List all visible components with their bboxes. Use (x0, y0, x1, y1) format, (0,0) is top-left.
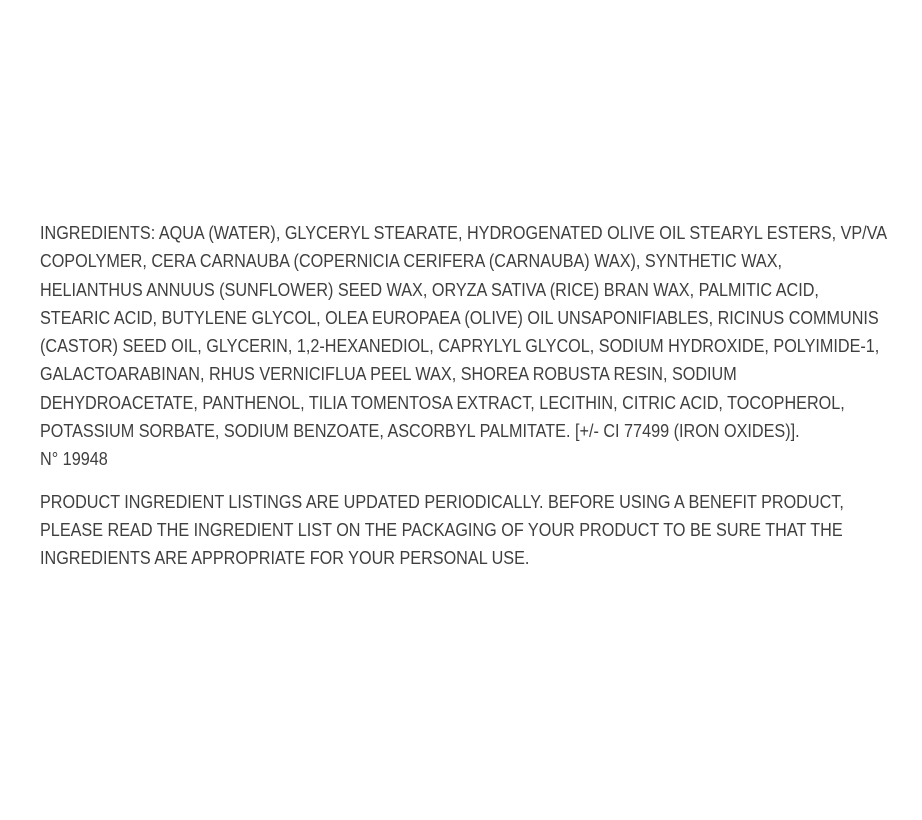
disclaimer-paragraph (40, 488, 922, 573)
ingredients-paragraph (40, 219, 922, 445)
text-line: INGREDIENTS ARE APPROPRIATE FOR YOUR PERSONAL USE. (40, 548, 530, 569)
text-column (40, 219, 922, 573)
text-line: HELIANTHUS ANNUUS (SUNFLOWER) SEED WAX, ORYZA SATIVA (RICE) BRAN WAX, PALMITIC ACID, (40, 279, 819, 300)
text-line: INGREDIENTS: AQUA (WATER), GLYCERYL STEARATE, HYDROGENATED OLIVE OIL STEARYL ESTERS, VP/VA (40, 223, 888, 243)
text-line: COPOLYMER, CERA CARNAUBA (COPERNICIA CERIFERA (CARNAUBA) WAX), SYNTHETIC WAX, (40, 251, 783, 272)
item-number-paragraph (40, 445, 922, 473)
text-line: PRODUCT INGREDIENT LISTINGS ARE UPDATED PERIODICALLY. BEFORE USING A BENEFIT PRODUCT, (40, 491, 844, 512)
text-line: GALACTOARABINAN, RHUS VERNICIFLUA PEEL WAX, SHOREA ROBUSTA RESIN, SODIUM (40, 364, 737, 385)
text-line: N° 19948 (40, 449, 108, 470)
text-line: POTASSIUM SORBATE, SODIUM BENZOATE, ASCORBYL PALMITATE. [+/- CI 77499 (IRON OXIDES)]. (40, 421, 800, 442)
text-line: (CASTOR) SEED OIL, GLYCERIN, 1,2-HEXANEDIOL, CAPRYLYL GLYCOL, SODIUM HYDROXIDE, POLYIMIDE-1, (40, 336, 880, 357)
text-line: STEARIC ACID, BUTYLENE GLYCOL, OLEA EUROPAEA (OLIVE) OIL UNSAPONIFIABLES, RICINUS COMMUNIS (40, 307, 879, 328)
text-line: PLEASE READ THE INGREDIENT LIST ON THE PACKAGING OF YOUR PRODUCT TO BE SURE THAT THE (40, 519, 843, 540)
text-line: DEHYDROACETATE, PANTHENOL, TILIA TOMENTOSA EXTRACT, LECITHIN, CITRIC ACID, TOCOPHEROL, (40, 392, 845, 413)
